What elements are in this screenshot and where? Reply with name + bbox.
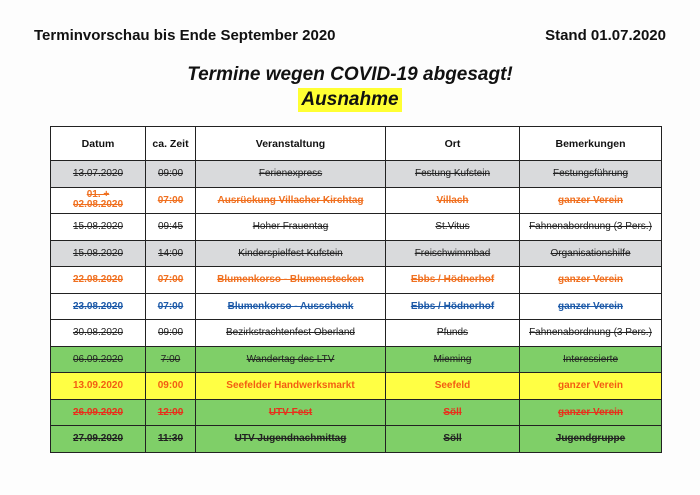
col-ort: Ort	[386, 127, 520, 161]
cell-zeit: 11:30	[146, 426, 196, 453]
cell-bemerkung: ganzer Verein	[520, 293, 662, 320]
cell-veranstaltung: Wandertag des LTV	[196, 346, 386, 373]
cell-datum: 15.08.2020	[51, 214, 146, 241]
cell-bemerkung: ganzer Verein	[520, 373, 662, 400]
cell-ort: Mieming	[386, 346, 520, 373]
cell-zeit: 7:00	[146, 346, 196, 373]
cell-veranstaltung: Ausrückung Villacher Kirchtag	[196, 187, 386, 214]
cell-datum: 13.09.2020	[51, 373, 146, 400]
stand-date: Stand 01.07.2020	[545, 27, 666, 44]
cell-veranstaltung: Bezirkstrachtenfest Oberland	[196, 320, 386, 347]
cell-ort: Söll	[386, 399, 520, 426]
table-row	[51, 320, 662, 347]
cell-ort: St.Vitus	[386, 214, 520, 241]
exception-wrap	[0, 88, 700, 112]
covid-headline: Termine wegen COVID-19 abgesagt!	[187, 64, 513, 85]
col-veranstaltung: Veranstaltung	[196, 127, 386, 161]
cell-datum: 13.07.2020	[51, 161, 146, 188]
table-row	[51, 346, 662, 373]
cell-veranstaltung: Kinderspielfest Kufstein	[196, 240, 386, 267]
cell-zeit: 09:00	[146, 320, 196, 347]
cell-zeit: 12:00	[146, 399, 196, 426]
cell-bemerkung: Fahnenabordnung (3 Pers.)	[520, 320, 662, 347]
table-row	[51, 399, 662, 426]
cell-zeit: 09:00	[146, 373, 196, 400]
document-title: Terminvorschau bis Ende September 2020	[34, 27, 336, 44]
cell-bemerkung: ganzer Verein	[520, 399, 662, 426]
table-row	[51, 187, 662, 214]
col-zeit: ca. Zeit	[146, 127, 196, 161]
cell-datum-line1: 01. +	[86, 189, 110, 201]
cell-zeit: 07:00	[146, 187, 196, 214]
cell-bemerkung: ganzer Verein	[520, 267, 662, 294]
col-bemerkungen: Bemerkungen	[520, 127, 662, 161]
cell-ort: Seefeld	[386, 373, 520, 400]
cell-veranstaltung: Blumenkorso - Blumenstecken	[196, 267, 386, 294]
cell-datum: 23.08.2020	[51, 293, 146, 320]
table-row	[51, 161, 662, 188]
cell-bemerkung: Festungsführung	[520, 161, 662, 188]
cell-datum: 22.08.2020	[51, 267, 146, 294]
cell-ort: Söll	[386, 426, 520, 453]
cell-bemerkung: Jugendgruppe	[520, 426, 662, 453]
cell-datum: 15.08.2020	[51, 240, 146, 267]
exception-label: Ausnahme	[298, 88, 401, 112]
table-header	[51, 127, 662, 161]
cell-ort: Ebbs / Hödnerhof	[386, 267, 520, 294]
cell-datum	[51, 187, 146, 214]
cell-veranstaltung: UTV Jugendnachmittag	[196, 426, 386, 453]
table-row	[51, 240, 662, 267]
cell-bemerkung: Organisationshilfe	[520, 240, 662, 267]
table-row	[51, 373, 662, 400]
cell-zeit: 09:00	[146, 161, 196, 188]
cell-datum-line2: 02.08.2020	[72, 199, 124, 211]
cell-ort: Festung Kufstein	[386, 161, 520, 188]
table-row	[51, 214, 662, 241]
cell-ort: Pfunds	[386, 320, 520, 347]
table-row	[51, 426, 662, 453]
cell-veranstaltung: Hoher Frauentag	[196, 214, 386, 241]
cell-veranstaltung: Ferienexpress	[196, 161, 386, 188]
table-row	[51, 293, 662, 320]
cell-ort: Ebbs / Hödnerhof	[386, 293, 520, 320]
cell-datum: 27.09.2020	[51, 426, 146, 453]
cell-veranstaltung: UTV Fest	[196, 399, 386, 426]
cell-zeit: 07:00	[146, 293, 196, 320]
col-datum: Datum	[51, 127, 146, 161]
cell-zeit: 09:45	[146, 214, 196, 241]
cell-datum: 26.09.2020	[51, 399, 146, 426]
events-table	[50, 126, 662, 453]
cell-veranstaltung: Blumenkorso - Ausschenk	[196, 293, 386, 320]
cell-datum: 30.08.2020	[51, 320, 146, 347]
cell-zeit: 07:00	[146, 267, 196, 294]
table-row	[51, 267, 662, 294]
cell-bemerkung: Interessierte	[520, 346, 662, 373]
cell-datum: 06.09.2020	[51, 346, 146, 373]
cell-bemerkung: ganzer Verein	[520, 187, 662, 214]
cell-ort: Villach	[386, 187, 520, 214]
cell-zeit: 14:00	[146, 240, 196, 267]
cell-veranstaltung: Seefelder Handwerksmarkt	[196, 373, 386, 400]
cell-ort: Freischwimmbad	[386, 240, 520, 267]
cell-bemerkung: Fahnenabordnung (3 Pers.)	[520, 214, 662, 241]
